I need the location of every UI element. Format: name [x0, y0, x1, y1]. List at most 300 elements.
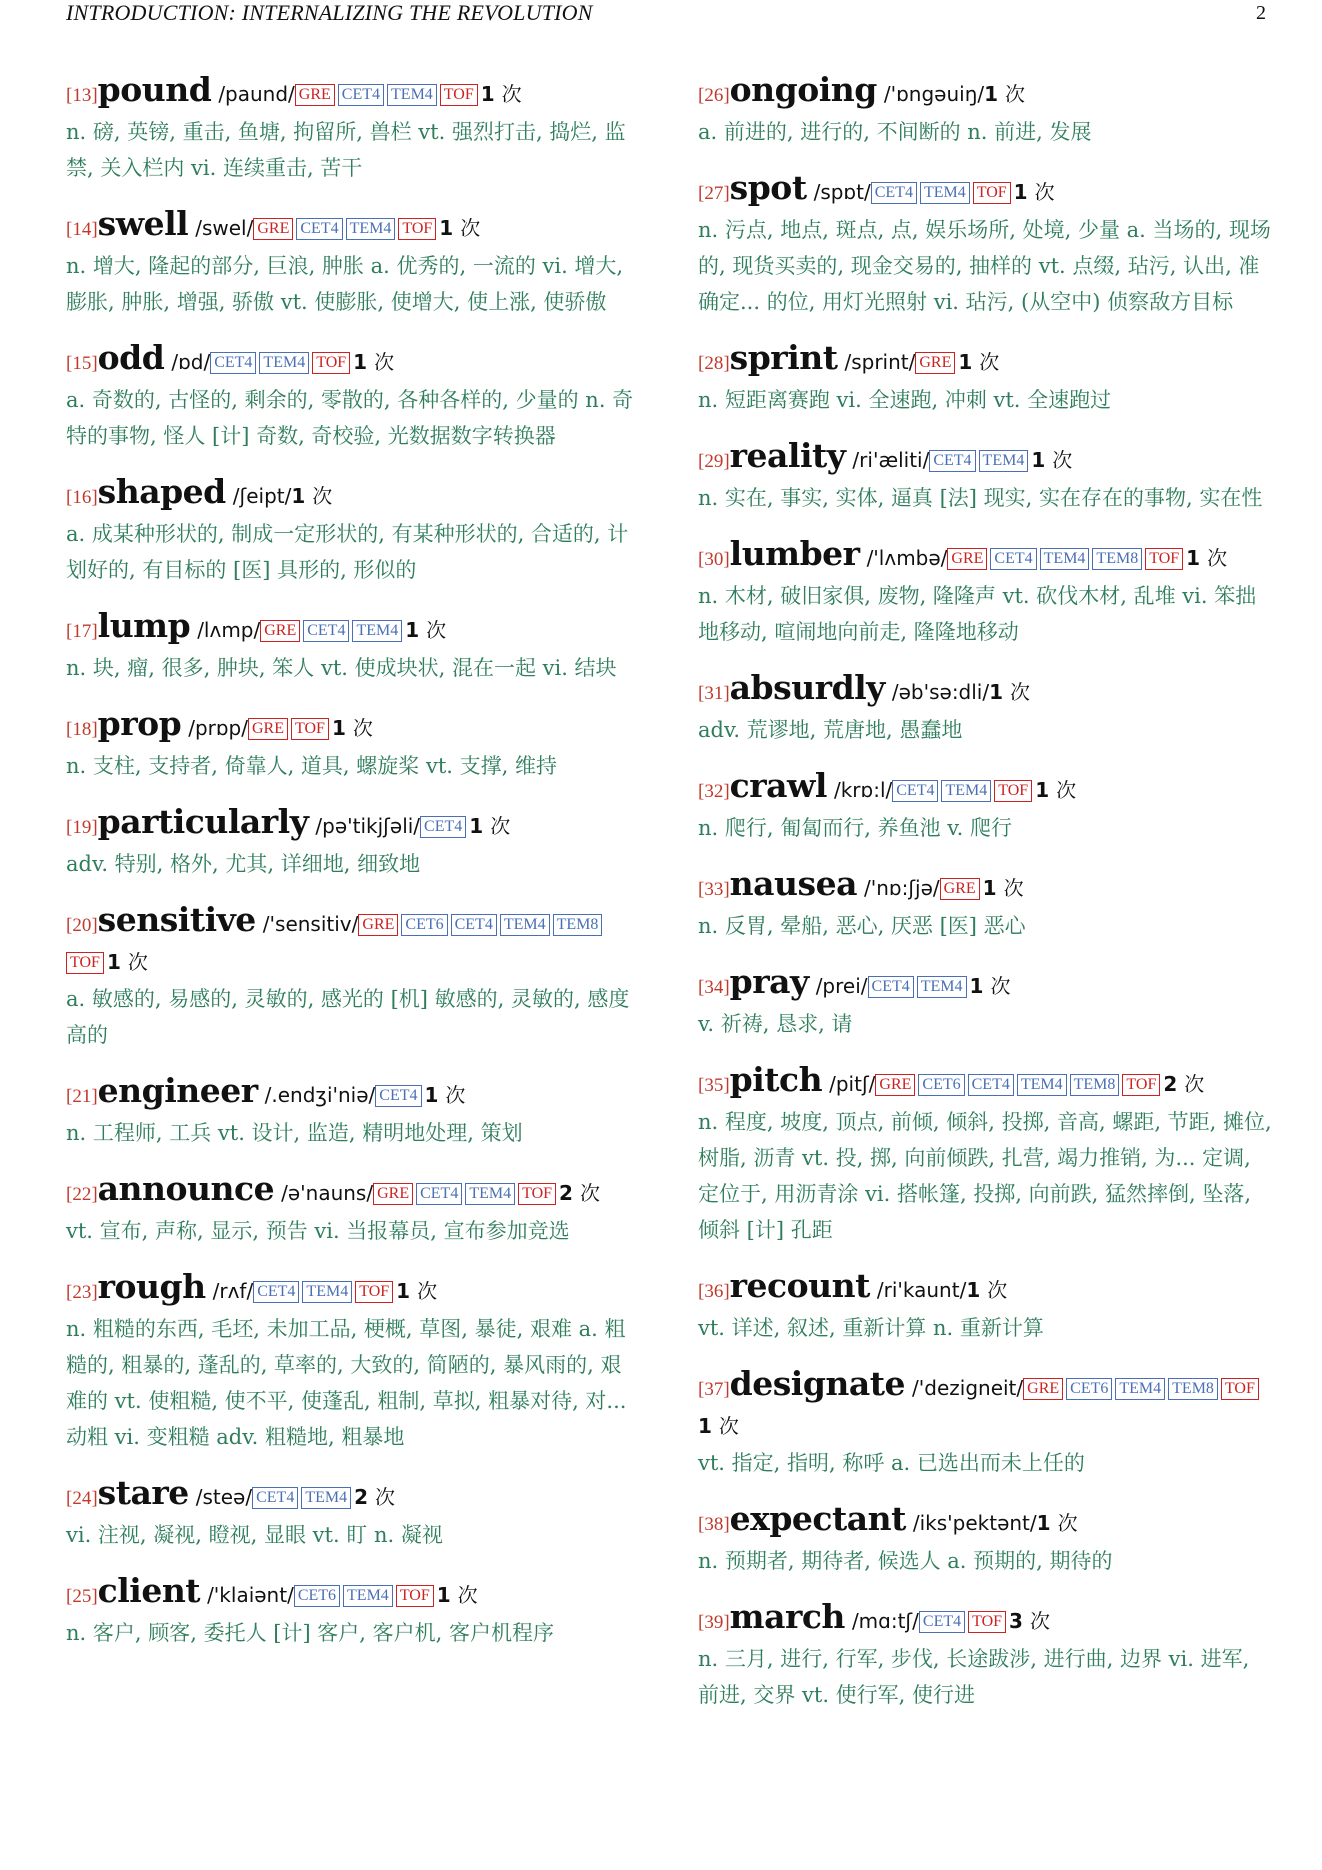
- entry-index: [30]: [698, 549, 730, 570]
- occurrence-unit: 次: [490, 814, 511, 838]
- exam-tag-tof: TOF: [398, 218, 436, 240]
- definition: n. 三月, 进行, 行军, 步伐, 长途跋涉, 进行曲, 边界 vi. 进军, 前进, 交界 vt. 使行军, 使行进: [698, 1647, 1250, 1707]
- vocab-entry: [698, 72, 1273, 150]
- headword: stare: [97, 1473, 189, 1512]
- occurrence-unit: 次: [1184, 1072, 1205, 1096]
- phonetic: /ɒd/: [171, 350, 211, 374]
- occurrence-unit: 次: [1207, 546, 1228, 570]
- entry-head: [66, 474, 641, 516]
- phonetic: /pitʃ/: [829, 1072, 876, 1096]
- occurrence-count: 1: [1013, 180, 1028, 204]
- exam-tag-cet4: CET4: [210, 352, 256, 374]
- exam-tag-tem8: TEM8: [1168, 1378, 1218, 1400]
- exam-tag-tem8: TEM8: [553, 914, 603, 936]
- definition: vt. 指定, 指明, 称呼 a. 已选出而未上任的: [698, 1451, 1085, 1475]
- entry-head: [698, 866, 1273, 908]
- entry-head: [66, 804, 641, 846]
- entry-head: [66, 1171, 641, 1213]
- headword: pound: [97, 70, 212, 109]
- phonetic: /ri'kaunt/: [876, 1278, 967, 1302]
- vocab-entry: [66, 72, 641, 186]
- exam-tag-tem8: TEM8: [1092, 548, 1142, 570]
- phonetic: /ʃeipt/: [232, 484, 292, 508]
- exam-tag-tof: TOF: [973, 182, 1011, 204]
- exam-tag-tem4: TEM4: [352, 620, 402, 642]
- exam-tag-tem4: TEM4: [1115, 1378, 1165, 1400]
- occurrence-count: 1: [969, 974, 984, 998]
- phonetic: /.endʒi'niə/: [264, 1083, 376, 1107]
- entry-head: [698, 670, 1273, 712]
- phonetic: /lʌmp/: [197, 618, 261, 642]
- phonetic: /iks'pektənt/: [912, 1511, 1037, 1535]
- headword: shaped: [97, 472, 226, 511]
- entry-head: [66, 340, 641, 382]
- definition: vt. 详述, 叙述, 重新计算 n. 重新计算: [698, 1316, 1044, 1340]
- entry-head: [66, 1073, 641, 1115]
- definition: a. 成某种形状的, 制成一定形状的, 有某种形状的, 合适的, 计划好的, 有目标的 [医] 具形的, 形似的: [66, 522, 629, 582]
- headword: odd: [97, 338, 165, 377]
- exam-tag-tem4: TEM4: [1040, 548, 1090, 570]
- vocab-entry: [698, 1062, 1273, 1248]
- occurrence-count: 1: [405, 618, 420, 642]
- occurrence-unit: 次: [979, 350, 1000, 374]
- exam-tag-tof: TOF: [968, 1611, 1006, 1633]
- occurrence-count: 1: [1031, 448, 1046, 472]
- entry-head: [698, 340, 1273, 382]
- exam-tag-tof: TOF: [1145, 548, 1183, 570]
- phonetic: /'ɒngəuiŋ/: [883, 82, 985, 106]
- exam-tags: [373, 1181, 559, 1206]
- exam-tag-tem4: TEM4: [920, 182, 970, 204]
- phonetic: /'nɒ:ʃjə/: [863, 876, 940, 900]
- headword: rough: [97, 1267, 206, 1306]
- left-column: [66, 72, 641, 1671]
- definition: adv. 荒谬地, 荒唐地, 愚蠢地: [698, 718, 963, 742]
- occurrence-unit: 次: [1029, 1609, 1050, 1633]
- exam-tags: [929, 448, 1031, 473]
- occurrence-unit: 次: [417, 1279, 438, 1303]
- phonetic: /swel/: [195, 216, 254, 240]
- occurrence-unit: 次: [374, 350, 395, 374]
- entry-head: [66, 608, 641, 650]
- phonetic: /pə'tikjʃəli/: [315, 814, 421, 838]
- exam-tag-gre: GRE: [915, 352, 955, 374]
- definition: vi. 注视, 凝视, 瞪视, 显眼 vt. 盯 n. 凝视: [66, 1523, 443, 1547]
- exam-tag-cet4: CET4: [375, 1085, 421, 1107]
- occurrence-unit: 次: [460, 216, 481, 240]
- exam-tag-cet4: CET4: [968, 1074, 1014, 1096]
- occurrence-count: 1: [480, 82, 495, 106]
- headword: sensitive: [97, 900, 256, 939]
- entry-index: [28]: [698, 353, 730, 374]
- occurrence-unit: 次: [1005, 82, 1026, 106]
- definition: a. 奇数的, 古怪的, 剩余的, 零散的, 各种各样的, 少量的 n. 奇特的事物, 怪人 [计] 奇数, 奇校验, 光数据数字转换器: [66, 388, 634, 448]
- headword: reality: [729, 436, 846, 475]
- occurrence-unit: 次: [1003, 876, 1024, 900]
- exam-tag-cet4: CET4: [871, 182, 917, 204]
- occurrence-unit: 次: [445, 1083, 466, 1107]
- occurrence-count: 1: [396, 1279, 411, 1303]
- occurrence-count: 1: [424, 1083, 439, 1107]
- headword: pitch: [729, 1060, 823, 1099]
- exam-tag-gre: GRE: [1023, 1378, 1063, 1400]
- definition: n. 爬行, 匍匐而行, 养鱼池 v. 爬行: [698, 816, 1012, 840]
- vocab-entry: [698, 438, 1273, 516]
- phonetic: /sprint/: [844, 350, 916, 374]
- headword: engineer: [97, 1071, 258, 1110]
- exam-tag-tem4: TEM4: [302, 1281, 352, 1303]
- exam-tag-tem4: TEM4: [346, 218, 396, 240]
- exam-tag-tof: TOF: [1122, 1074, 1160, 1096]
- entry-index: [16]: [66, 487, 98, 508]
- entry-index: [25]: [66, 1586, 98, 1607]
- headword: spot: [729, 168, 807, 207]
- chapter-title: INTRODUCTION: INTERNALIZING THE REVOLUTION: [66, 0, 593, 25]
- exam-tags: [915, 350, 958, 375]
- vocab-entry: [698, 1366, 1273, 1481]
- entry-index: [32]: [698, 781, 730, 802]
- right-column: [698, 72, 1273, 1733]
- entry-index: [33]: [698, 879, 730, 900]
- headword: lump: [97, 606, 191, 645]
- exam-tag-tof: TOF: [291, 718, 329, 740]
- exam-tag-tem4: TEM4: [301, 1487, 351, 1509]
- occurrence-count: 1: [966, 1278, 981, 1302]
- entry-head: [66, 706, 641, 748]
- entry-head: [698, 438, 1273, 480]
- headword: ongoing: [729, 70, 877, 109]
- exam-tag-tem4: TEM4: [387, 84, 437, 106]
- exam-tag-cet4: CET4: [253, 1281, 299, 1303]
- definition: vt. 宣布, 声称, 显示, 预告 vi. 当报幕员, 宣布参加竞选: [66, 1219, 570, 1243]
- vocab-entry: [698, 1268, 1273, 1346]
- exam-tag-tem8: TEM8: [1070, 1074, 1120, 1096]
- exam-tags: [253, 1279, 396, 1304]
- vocab-entry: [698, 1501, 1273, 1579]
- vocab-entry: [66, 1073, 641, 1151]
- exam-tag-gre: GRE: [253, 218, 293, 240]
- phonetic: /'sensitiv/: [262, 912, 359, 936]
- occurrence-unit: 次: [312, 484, 333, 508]
- phonetic: /mɑ:tʃ/: [851, 1609, 919, 1633]
- definition: n. 增大, 隆起的部分, 巨浪, 肿胀 a. 优秀的, 一流的 vi. 增大, 膨胀, 肿胀, 增强, 骄傲 vt. 使膨胀, 使增大, 使上涨, 使骄傲: [66, 254, 624, 314]
- entry-index: [39]: [698, 1612, 730, 1633]
- occurrence-count: 1: [698, 1414, 712, 1438]
- entry-head: [66, 1475, 641, 1517]
- definition: n. 磅, 英镑, 重击, 鱼塘, 拘留所, 兽栏 vt. 强烈打击, 捣烂, 监禁, 关入栏内 vi. 连续重击, 苦干: [66, 120, 626, 180]
- headword: march: [729, 1597, 845, 1636]
- exam-tag-tem4: TEM4: [343, 1585, 393, 1607]
- vocab-entry: [698, 170, 1273, 320]
- occurrence-unit: 次: [1052, 448, 1073, 472]
- headword: pray: [729, 962, 809, 1001]
- exam-tag-cet6: CET6: [918, 1074, 964, 1096]
- headword: particularly: [97, 802, 309, 841]
- page-number: 2: [1256, 2, 1266, 24]
- headword: swell: [97, 204, 189, 243]
- phonetic: /ə'nauns/: [281, 1181, 374, 1205]
- exam-tag-tem4: TEM4: [941, 780, 991, 802]
- definition: n. 反胃, 晕船, 恶心, 厌恶 [医] 恶心: [698, 914, 1026, 938]
- headword: client: [97, 1571, 201, 1610]
- vocab-entry: [66, 206, 641, 320]
- entry-index: [24]: [66, 1488, 98, 1509]
- entry-head: [66, 1573, 641, 1615]
- exam-tag-cet4: CET4: [929, 450, 975, 472]
- occurrence-unit: 次: [352, 716, 373, 740]
- occurrence-count: 1: [106, 950, 121, 974]
- vocab-entry: [66, 902, 641, 1053]
- entry-head: [66, 902, 641, 981]
- occurrence-count: 1: [989, 680, 1004, 704]
- definition: n. 木材, 破旧家俱, 废物, 隆隆声 vt. 砍伐木材, 乱堆 vi. 笨拙地移动, 喧闹地向前走, 隆隆地移动: [698, 584, 1257, 644]
- phonetic: /krɒ:l/: [833, 778, 893, 802]
- vocab-entry: [698, 536, 1273, 650]
- entry-index: [23]: [66, 1282, 98, 1303]
- headword: absurdly: [729, 668, 885, 707]
- occurrence-unit: 次: [987, 1278, 1008, 1302]
- occurrence-unit: 次: [127, 950, 148, 974]
- vocab-entry: [66, 1573, 641, 1651]
- exam-tag-cet4: CET4: [990, 548, 1036, 570]
- occurrence-unit: 次: [501, 82, 522, 106]
- exam-tags: [868, 974, 970, 999]
- phonetic: /'dezigneit/: [912, 1376, 1024, 1400]
- vocab-entry: [698, 1599, 1273, 1713]
- exam-tag-gre: GRE: [260, 620, 300, 642]
- exam-tags: [252, 1485, 354, 1510]
- definition: n. 污点, 地点, 斑点, 点, 娱乐场所, 处境, 少量 a. 当场的, 现场的, 现货买卖的, 现金交易的, 抽样的 vt. 点缀, 玷污, 认出, 准确定... 的位, 用灯光照射 vi. 玷污, (从空中) 侦察敌方目标: [698, 218, 1271, 314]
- exam-tags: [375, 1083, 424, 1108]
- exam-tags: [871, 180, 1014, 205]
- exam-tags: [892, 778, 1035, 803]
- occurrence-unit: 次: [579, 1181, 600, 1205]
- exam-tags: [420, 814, 469, 839]
- headword: announce: [97, 1169, 275, 1208]
- definition: n. 实在, 事实, 实体, 逼真 [法] 现实, 实在存在的事物, 实在性: [698, 486, 1263, 510]
- exam-tag-tem4: TEM4: [1017, 1074, 1067, 1096]
- vocab-entry: [66, 1269, 641, 1455]
- exam-tag-tof: TOF: [355, 1281, 393, 1303]
- exam-tags: [253, 216, 439, 241]
- headword: sprint: [729, 338, 838, 377]
- exam-tags: [248, 716, 332, 741]
- entry-index: [29]: [698, 451, 730, 472]
- vocab-entry: [66, 608, 641, 686]
- definition: adv. 特别, 格外, 尤其, 详细地, 细致地: [66, 852, 421, 876]
- exam-tag-tof: TOF: [396, 1585, 434, 1607]
- exam-tags: [294, 1583, 437, 1608]
- entry-index: [37]: [698, 1379, 730, 1400]
- entry-index: [18]: [66, 719, 98, 740]
- entry-index: [22]: [66, 1184, 98, 1205]
- occurrence-unit: 次: [1010, 680, 1031, 704]
- exam-tag-gre: GRE: [358, 914, 398, 936]
- phonetic: /'lʌmbə/: [866, 546, 948, 570]
- definition: n. 块, 瘤, 很多, 肿块, 笨人 vt. 使成块状, 混在一起 vi. 结块: [66, 656, 617, 680]
- exam-tag-tof: TOF: [312, 352, 350, 374]
- entry-head: [698, 72, 1273, 114]
- occurrence-count: 2: [1163, 1072, 1178, 1096]
- entry-head: [698, 1062, 1273, 1104]
- definition: v. 祈祷, 恳求, 请: [698, 1012, 853, 1036]
- occurrence-count: 1: [439, 216, 454, 240]
- occurrence-count: 2: [559, 1181, 573, 1205]
- entry-head: [698, 768, 1273, 810]
- occurrence-count: 1: [291, 484, 306, 508]
- entry-head: [698, 1366, 1273, 1445]
- exam-tag-cet6: CET6: [1066, 1378, 1112, 1400]
- exam-tag-gre: GRE: [947, 548, 987, 570]
- exam-tags: [919, 1609, 1009, 1634]
- occurrence-count: 1: [958, 350, 973, 374]
- occurrence-unit: 次: [457, 1583, 478, 1607]
- exam-tag-tof: TOF: [66, 952, 104, 974]
- entry-index: [20]: [66, 915, 98, 936]
- definition: n. 预期者, 期待者, 候选人 a. 预期的, 期待的: [698, 1549, 1113, 1573]
- entry-head: [698, 964, 1273, 1006]
- headword: recount: [729, 1266, 870, 1305]
- exam-tags: [295, 82, 481, 107]
- exam-tag-tem4: TEM4: [465, 1183, 515, 1205]
- entry-head: [698, 1501, 1273, 1543]
- occurrence-count: 3: [1009, 1609, 1023, 1633]
- exam-tag-cet4: CET4: [416, 1183, 462, 1205]
- vocab-entry: [698, 866, 1273, 944]
- exam-tag-tem4: TEM4: [259, 352, 309, 374]
- phonetic: /rʌf/: [212, 1279, 254, 1303]
- entry-index: [21]: [66, 1086, 98, 1107]
- entry-head: [66, 72, 641, 114]
- occurrence-count: 2: [354, 1485, 369, 1509]
- occurrence-unit: 次: [426, 618, 447, 642]
- vocab-entry: [698, 670, 1273, 748]
- occurrence-count: 1: [1035, 778, 1050, 802]
- vocab-entry: [66, 706, 641, 784]
- entry-head: [698, 536, 1273, 578]
- entry-head: [66, 1269, 641, 1311]
- entry-index: [27]: [698, 183, 730, 204]
- occurrence-count: 1: [984, 82, 999, 106]
- occurrence-unit: 次: [718, 1414, 739, 1438]
- exam-tag-gre: GRE: [248, 718, 288, 740]
- exam-tags: [875, 1072, 1163, 1097]
- exam-tag-cet4: CET4: [451, 914, 497, 936]
- headword: nausea: [729, 864, 857, 903]
- occurrence-unit: 次: [1034, 180, 1055, 204]
- headword: expectant: [729, 1499, 906, 1538]
- definition: n. 支柱, 支持者, 倚靠人, 道具, 螺旋桨 vt. 支撑, 维持: [66, 754, 557, 778]
- definition: n. 客户, 顾客, 委托人 [计] 客户, 客户机, 客户机程序: [66, 1621, 555, 1645]
- entry-index: [31]: [698, 683, 730, 704]
- exam-tag-tem4: TEM4: [979, 450, 1029, 472]
- exam-tag-cet6: CET6: [401, 914, 447, 936]
- vocab-entry: [66, 340, 641, 454]
- exam-tag-cet4: CET4: [338, 84, 384, 106]
- exam-tags: [210, 350, 353, 375]
- entry-index: [14]: [66, 219, 98, 240]
- occurrence-count: 1: [1186, 546, 1201, 570]
- phonetic: /paund/: [218, 82, 295, 106]
- entry-index: [19]: [66, 817, 98, 838]
- vocab-entry: [66, 474, 641, 588]
- headword: designate: [729, 1364, 906, 1403]
- occurrence-count: 1: [1036, 1511, 1051, 1535]
- entry-head: [698, 1599, 1273, 1641]
- occurrence-count: 1: [353, 350, 368, 374]
- occurrence-unit: 次: [990, 974, 1011, 998]
- occurrence-unit: 次: [1056, 778, 1077, 802]
- occurrence-unit: 次: [1057, 1511, 1078, 1535]
- exam-tag-cet4: CET4: [420, 816, 466, 838]
- exam-tag-cet4: CET4: [892, 780, 938, 802]
- occurrence-count: 1: [469, 814, 484, 838]
- phonetic: /prɒp/: [188, 716, 248, 740]
- exam-tag-tem4: TEM4: [917, 976, 967, 998]
- exam-tags: [940, 876, 983, 901]
- exam-tag-gre: GRE: [373, 1183, 413, 1205]
- entry-index: [26]: [698, 85, 730, 106]
- vocab-entry: [698, 340, 1273, 418]
- exam-tag-tem4: TEM4: [500, 914, 550, 936]
- page-header: [66, 0, 1266, 30]
- exam-tags: [947, 546, 1186, 571]
- definition: n. 粗糙的东西, 毛坯, 未加工品, 梗概, 草图, 暴徒, 艰难 a. 粗糙的, 粗暴的, 蓬乱的, 草率的, 大致的, 简陋的, 暴风雨的, 艰难的 vt. 使粗糙, 使不平, 使蓬乱, 粗制, 草拟, 粗暴对待, 对... 动粗 vi. 变粗糙 adv. 粗糙地, 粗暴地: [66, 1317, 627, 1449]
- vocab-entry: [698, 768, 1273, 846]
- entry-index: [13]: [66, 85, 98, 106]
- vocab-entry: [698, 964, 1273, 1042]
- entry-index: [36]: [698, 1281, 730, 1302]
- exam-tag-gre: GRE: [875, 1074, 915, 1096]
- definition: n. 工程师, 工兵 vt. 设计, 监造, 精明地处理, 策划: [66, 1121, 523, 1145]
- exam-tag-cet4: CET4: [919, 1611, 965, 1633]
- exam-tag-tof: TOF: [994, 780, 1032, 802]
- vocab-entry: [66, 1475, 641, 1553]
- exam-tag-gre: GRE: [940, 878, 980, 900]
- exam-tags: [260, 618, 405, 643]
- headword: crawl: [729, 766, 827, 805]
- phonetic: /'klaiənt/: [207, 1583, 294, 1607]
- definition: n. 程度, 坡度, 顶点, 前倾, 倾斜, 投掷, 音高, 螺距, 节距, 摊位, 树脂, 沥青 vt. 投, 掷, 向前倾跌, 扎营, 竭力推销, 为... 定调, 定位于, 用沥青涂 vi. 搭帐篷, 投掷, 向前跌, 猛然摔倒, 坠落, 倾斜 [计] 孔距: [698, 1110, 1272, 1242]
- phonetic: /steə/: [195, 1485, 253, 1509]
- phonetic: /əb'sə:dli/: [891, 680, 990, 704]
- headword: prop: [97, 704, 182, 743]
- entry-index: [34]: [698, 977, 730, 998]
- exam-tags: [1023, 1376, 1262, 1401]
- definition: a. 敏感的, 易感的, 灵敏的, 感光的 [机] 敏感的, 灵敏的, 感度高的: [66, 987, 630, 1047]
- entry-index: [15]: [66, 353, 98, 374]
- exam-tag-cet6: CET6: [294, 1585, 340, 1607]
- occurrence-count: 1: [436, 1583, 451, 1607]
- entry-head: [698, 170, 1273, 212]
- definition: n. 短距离赛跑 vi. 全速跑, 冲刺 vt. 全速跑过: [698, 388, 1112, 412]
- entry-head: [698, 1268, 1273, 1310]
- entry-head: [66, 206, 641, 248]
- occurrence-unit: 次: [375, 1485, 396, 1509]
- exam-tag-cet4: CET4: [296, 218, 342, 240]
- exam-tag-cet4: CET4: [303, 620, 349, 642]
- vocab-entry: [66, 1171, 641, 1249]
- headword: lumber: [729, 534, 860, 573]
- exam-tag-tof: TOF: [1221, 1378, 1259, 1400]
- entry-index: [17]: [66, 621, 98, 642]
- definition: a. 前进的, 进行的, 不间断的 n. 前进, 发展: [698, 120, 1092, 144]
- exam-tag-tof: TOF: [440, 84, 478, 106]
- occurrence-count: 1: [982, 876, 997, 900]
- exam-tag-gre: GRE: [295, 84, 335, 106]
- phonetic: /ri'æliti/: [852, 448, 930, 472]
- entry-index: [38]: [698, 1514, 730, 1535]
